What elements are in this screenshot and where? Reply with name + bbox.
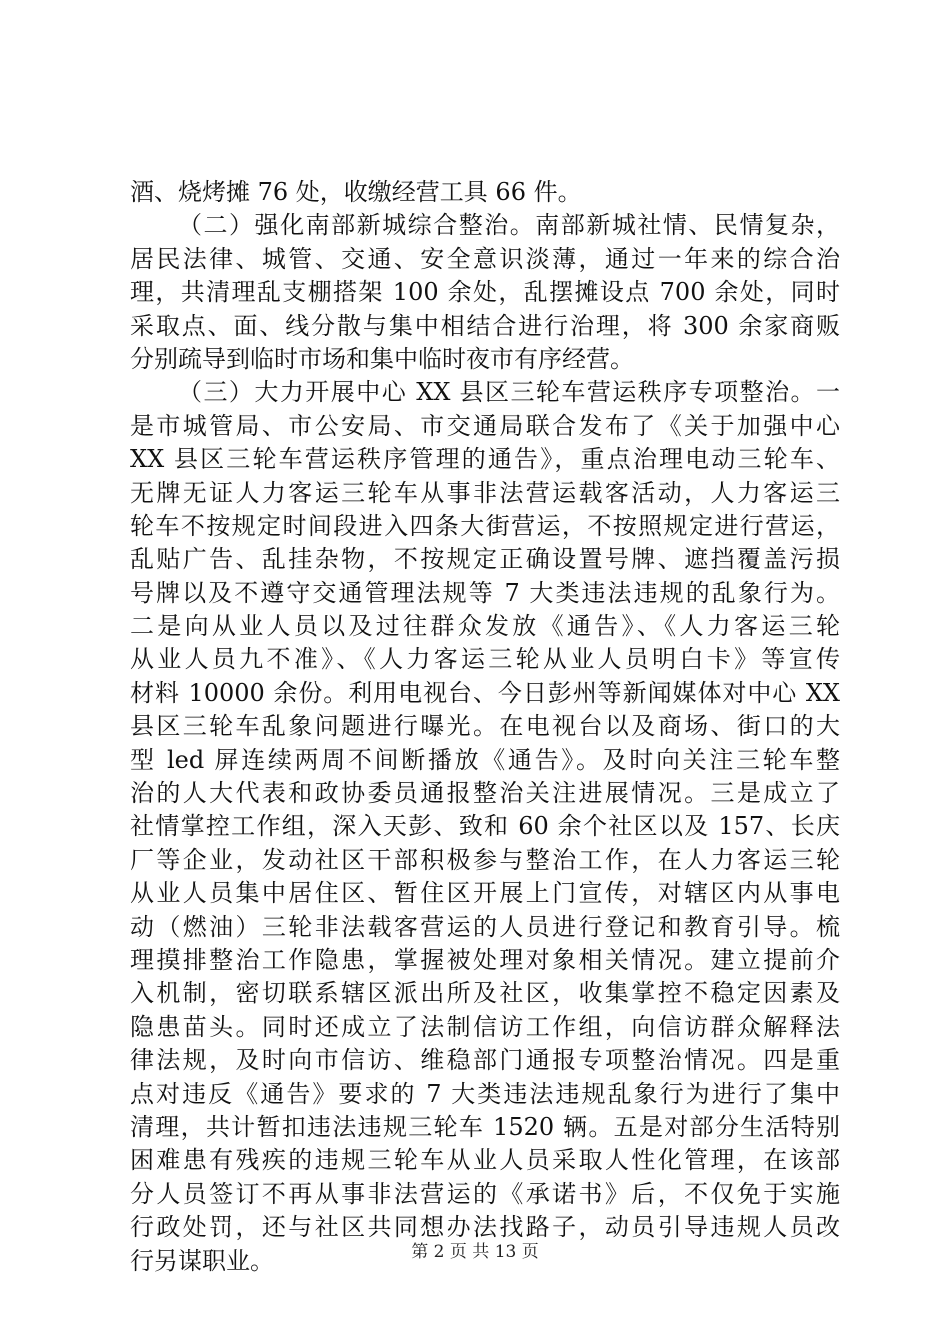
text-line: 轮车不按规定时间段进入四条大街营运，不按照规定进行营运， — [130, 511, 840, 540]
text-line: 理，共清理乱支棚搭架 100 余处，乱摆摊设点 700 余处，同时 — [130, 278, 840, 307]
text-line: 分别疏导到临时市场和集中临时夜市有序经营。 — [130, 344, 634, 373]
text-line: 理摸排整治工作隐患，掌握被处理对象相关情况。建立提前介 — [130, 945, 840, 974]
text-line: XX 县区三轮车营运秩序管理的通告》，重点治理电动三轮车、 — [130, 445, 840, 474]
text-line: 社情掌控工作组，深入天彭、致和 60 余个社区以及 157、长庆 — [130, 812, 840, 841]
text-line: 行政处罚，还与社区共同想办法找路子，动员引导违规人员改 — [130, 1213, 840, 1242]
text-line: 厂等企业，发动社区干部积极参与整治工作，在人力客运三轮 — [130, 845, 840, 874]
text-line: 二是向从业人员以及过往群众发放《通告》、《人力客运三轮 — [130, 612, 840, 641]
text-line: 居民法律、城管、交通、安全意识淡薄，通过一年来的综合治 — [130, 244, 840, 273]
text-line: 县区三轮车乱象问题进行曝光。在电视台以及商场、街口的大 — [130, 712, 840, 741]
text-line: 清理，共计暂扣违法违规三轮车 1520 辆。五是对部分生活特别 — [130, 1112, 840, 1141]
text-line: 点对违反《通告》要求的 7 大类违法违规乱象行为进行了集中 — [130, 1079, 840, 1108]
document-body — [130, 176, 840, 1278]
text-line: 采取点、面、线分散与集中相结合进行治理，将 300 余家商贩 — [130, 311, 840, 340]
text-line: 分人员签订不再从事非法营运的《承诺书》后，不仅免于实施 — [130, 1179, 840, 1208]
page-number-footer: 第 2 页 共 13 页 — [411, 1242, 539, 1262]
text-line: （二）强化南部新城综合整治。南部新城社情、民情复杂， — [178, 211, 840, 240]
text-line: 入机制，密切联系辖区派出所及社区，收集掌控不稳定因素及 — [130, 979, 840, 1008]
text-line: 号牌以及不遵守交通管理法规等 7 大类违法违规的乱象行为。 — [130, 578, 840, 607]
text-line: 隐患苗头。同时还成立了法制信访工作组，向信访群众解释法 — [130, 1012, 840, 1041]
text-line: 从业人员集中居住区、暂住区开展上门宣传，对辖区内从事电 — [130, 879, 840, 908]
text-line: 行另谋职业。 — [130, 1246, 274, 1275]
text-line: 是市城管局、市公安局、市交通局联合发布了《关于加强中心 — [130, 411, 840, 440]
text-line: 律法规，及时向市信访、维稳部门通报专项整治情况。四是重 — [130, 1046, 840, 1075]
text-line: 无牌无证人力客运三轮车从事非法营运载客活动，人力客运三 — [130, 478, 840, 507]
text-line: 从业人员九不准》、《人力客运三轮从业人员明白卡》等宣传 — [130, 645, 840, 674]
text-line: 动（燃油）三轮非法载客营运的人员进行登记和教育引导。梳 — [130, 912, 840, 941]
text-line: 材料 10000 余份。利用电视台、今日彭州等新闻媒体对中心 XX — [130, 678, 840, 707]
text-line: 困难患有残疾的违规三轮车从业人员采取人性化管理，在该部 — [130, 1146, 840, 1175]
text-line: 乱贴广告、乱挂杂物，不按规定正确设置号牌、遮挡覆盖污损 — [130, 545, 840, 574]
text-line: （三）大力开展中心 XX 县区三轮车营运秩序专项整治。一 — [178, 378, 840, 407]
text-line: 型 led 屏连续两周不间断播放《通告》。及时向关注三轮车整 — [130, 745, 840, 774]
text-line: 酒、烧烤摊 76 处，收缴经营工具 66 件。 — [130, 178, 582, 206]
text-line: 治的人大代表和政协委员通报整治关注进展情况。三是成立了 — [130, 779, 840, 808]
